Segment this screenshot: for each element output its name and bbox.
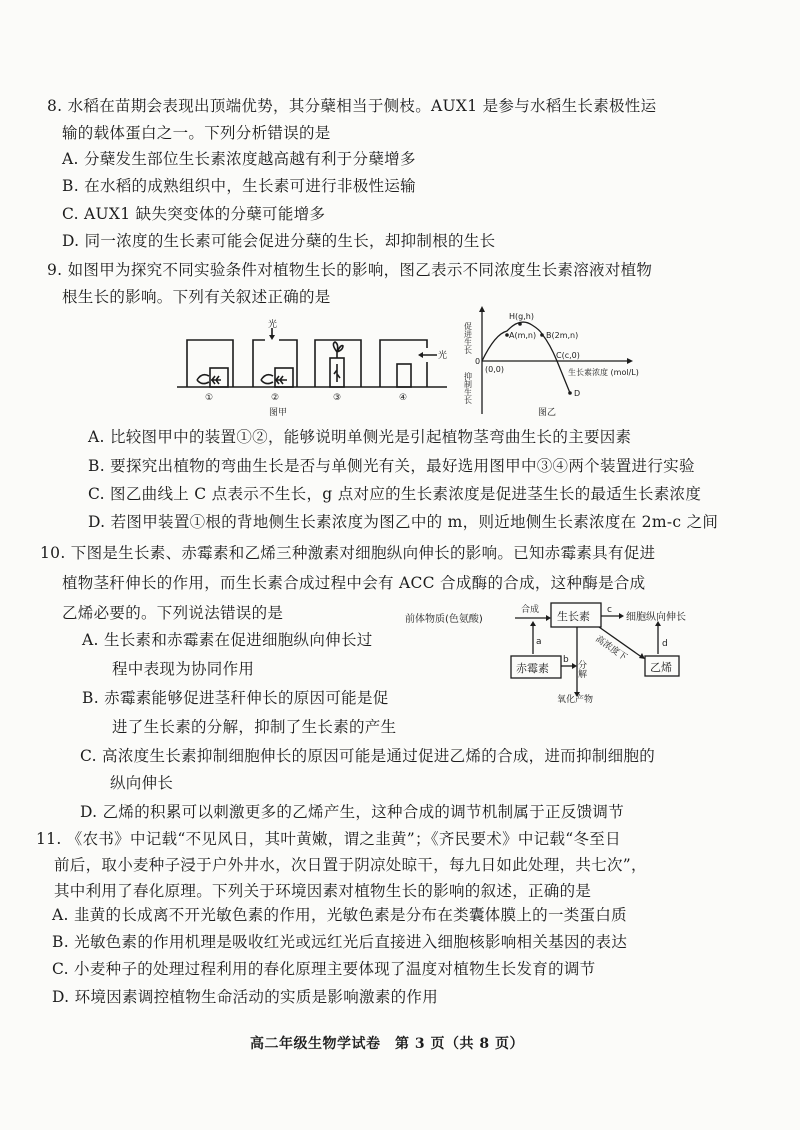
y-axis-inhibit: 抑制生长 — [463, 372, 473, 404]
device-4-label: ④ — [399, 393, 408, 403]
device-3-label: ③ — [333, 393, 342, 403]
q10-option-d: D. 乙烯的积累可以刺激更多的乙烯产生，这种合成的调节机制属于正反馈调节 — [80, 803, 625, 821]
q9-option-b: B. 要探究出植物的弯曲生长是否与单侧光有关，最好选用图甲中③④两个装置进行实验 — [88, 457, 695, 475]
auxin-box-label: 生长素 — [557, 610, 590, 623]
q9-option-d: D. 若图甲装置①根的背地侧生长素浓度为图乙中的 m，则近地侧生长素浓度在 2m-c 之间 — [88, 513, 719, 531]
q10-option-c-line2: 纵向伸长 — [110, 774, 174, 792]
q10-stem-line2: 植物茎秆伸长的作用，而生长素合成过程中会有 ACC 合成酶的合成，这种酶是合成 — [62, 574, 646, 592]
path-a-label: a — [536, 637, 542, 647]
point-b-label: B(2m,n) — [546, 331, 579, 340]
device-1-label: ① — [205, 393, 214, 403]
precursor-label: 前体物质(色氨酸) — [405, 614, 483, 625]
q10-stem-line1: 10. 下图是生长素、赤霉素和乙烯三种激素对细胞纵向伸长的影响。已知赤霉素具有促进 — [40, 544, 656, 562]
q11-stem-line1: 11. 《农书》中记载“不见风日，其叶黄嫩，谓之韭黄”；《齐民要术》中记载“冬至日 — [36, 830, 621, 848]
gibberellin-box-label: 赤霉素 — [516, 662, 549, 675]
high-conc-label: 高浓度下 — [593, 634, 629, 664]
elongation-label: 细胞纵向伸长 — [626, 612, 686, 623]
q10-option-b-line1: B. 赤霉素能够促进茎秆伸长的原因可能是促 — [82, 689, 389, 707]
point-d-label: D — [574, 389, 581, 398]
point-h-label: H(g,h) — [509, 312, 534, 321]
q10-stem-line3: 乙烯必要的。下列说法错误的是 — [62, 604, 284, 622]
q10-option-a-line1: A. 生长素和赤霉素在促进细胞纵向伸长过 — [82, 631, 373, 649]
q11-stem-line3: 其中利用了春化原理。下列关于环境因素对植物生长的影响的叙述，正确的是 — [54, 882, 592, 900]
q8-option-d: D. 同一浓度的生长素可能会促进分蘖的生长，却抑制根的生长 — [62, 232, 496, 250]
oxidation-label: 氧化产物 — [557, 695, 594, 703]
origin-zero: 0 — [475, 357, 481, 366]
point-c-label: C(c,0) — [556, 351, 580, 360]
q8-stem-line2: 输的载体蛋白之一。下列分析错误的是 — [62, 124, 331, 142]
figure-jia-caption: 图甲 — [269, 408, 288, 418]
q10-option-a-line2: 程中表现为协同作用 — [112, 660, 255, 678]
figure-jia — [175, 318, 450, 418]
path-d-label: d — [662, 639, 668, 649]
q11-option-c: C. 小麦种子的处理过程利用的春化原理主要体现了温度对植物生长发育的调节 — [52, 960, 596, 978]
device-2-label: ② — [271, 393, 280, 403]
y-axis-promote: 促进生长 — [463, 322, 473, 354]
hormone-diagram — [405, 598, 735, 703]
path-c-label: c — [607, 605, 612, 615]
decompose-label: 分解 — [576, 660, 586, 678]
page-footer: 高二年级生物学试卷 第 3 页（共 8 页） — [250, 1036, 524, 1052]
q11-option-b: B. 光敏色素的作用机理是吸收红光或远红光后直接进入细胞核影响相关基因的表达 — [52, 933, 628, 951]
q8-option-b: B. 在水稻的成熟组织中，生长素可进行非极性运输 — [62, 177, 416, 195]
light-label-side: 光 — [438, 351, 448, 361]
path-b-label: b — [563, 655, 569, 665]
q11-stem-line2: 前后，取小麦种子浸于户外井水，次日置于阴凉处晾干，每九日如此处理，共七次”， — [54, 856, 647, 874]
q8-option-a: A. 分蘖发生部位生长素浓度越高越有利于分蘖增多 — [62, 150, 416, 168]
q8-option-c: C. AUX1 缺失突变体的分蘖可能增多 — [62, 205, 326, 223]
point-a-label: A(m,n) — [509, 331, 537, 340]
q9-option-c: C. 图乙曲线上 C 点表示不生长，g 点对应的生长素浓度是促进茎生长的最适生长素浓度 — [88, 485, 702, 503]
point-o-label: (0,0) — [485, 365, 504, 374]
figure-yi-caption: 图乙 — [538, 408, 557, 418]
q9-stem-line1: 9. 如图甲为探究不同实验条件对植物生长的影响，图乙表示不同浓度生长素溶液对植物 — [47, 261, 653, 279]
ethylene-box-label: 乙烯 — [650, 661, 672, 674]
synth-label: 合成 — [521, 605, 540, 615]
light-label-top: 光 — [268, 320, 278, 330]
q9-option-a: A. 比较图甲中的装置①②，能够说明单侧光是引起植物茎弯曲生长的主要因素 — [88, 428, 632, 446]
q9-stem-line2: 根生长的影响。下列有关叙述正确的是 — [62, 288, 331, 306]
q10-option-c-line1: C. 高浓度生长素抑制细胞伸长的原因可能是通过促进乙烯的合成，进而抑制细胞的 — [80, 747, 656, 765]
q10-option-b-line2: 进了生长素的分解，抑制了生长素的产生 — [112, 718, 397, 736]
x-axis-label: 生长素浓度 (mol/L) — [568, 368, 639, 377]
figure-yi — [460, 304, 650, 420]
q11-option-d: D. 环境因素调控植物生命活动的实质是影响激素的作用 — [52, 988, 439, 1006]
q8-stem-line1: 8. 水稻在苗期会表现出顶端优势，其分蘖相当于侧枝。AUX1 是参与水稻生长素极性运 — [47, 97, 657, 115]
q11-option-a: A. 韭黄的长成离不开光敏色素的作用，光敏色素是分布在类囊体膜上的一类蛋白质 — [52, 906, 627, 924]
